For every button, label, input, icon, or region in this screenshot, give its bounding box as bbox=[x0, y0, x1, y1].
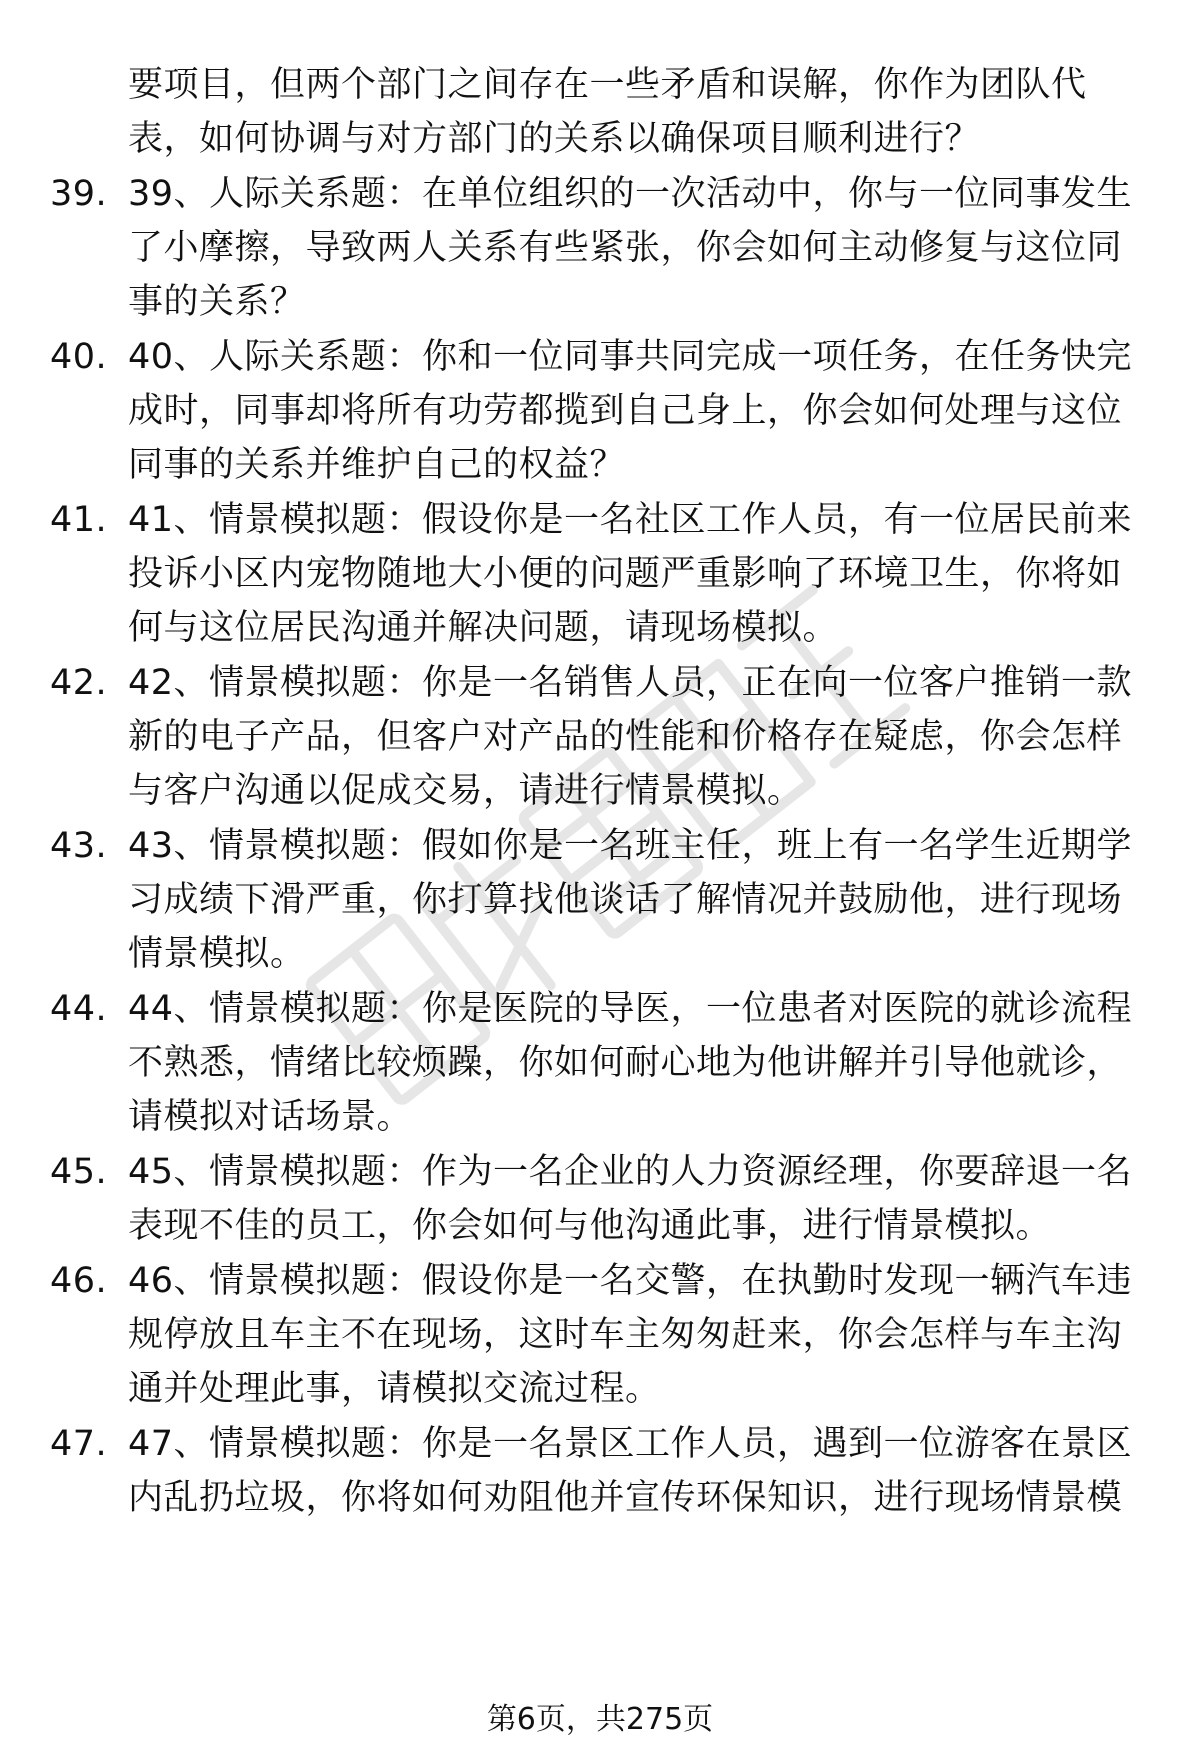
item-number: 47. bbox=[50, 1424, 108, 1464]
item-number: 41. bbox=[50, 500, 108, 540]
item-text: 44、情景模拟题：你是医院的导医，一位患者对医院的就诊流程不熟悉，情绪比较烦躁，你如何耐心地为他讲解并引导他就诊，请模拟对话场景。 bbox=[128, 989, 1133, 1137]
item-text: 41、情景模拟题：假设你是一名社区工作人员，有一位居民前来投诉小区内宠物随地大小便的问题严重影响了环境卫生，你将如何与这位居民沟通并解决问题，请现场模拟。 bbox=[128, 500, 1133, 648]
item-number: 46. bbox=[50, 1261, 108, 1301]
item-number: 40. bbox=[50, 337, 108, 377]
item-number: 39. bbox=[50, 174, 108, 214]
list-item bbox=[50, 1254, 1160, 1416]
item-text: 40、人际关系题：你和一位同事共同完成一项任务，在任务快完成时，同事却将所有功劳都揽到自己身上，你会如何处理与这位同事的关系并维护自己的权益？ bbox=[128, 337, 1133, 485]
page-footer: 第6页，共275页 bbox=[486, 1702, 714, 1737]
item-text: 47、情景模拟题：你是一名景区工作人员，遇到一位游客在景区内乱扔垃圾，你将如何劝阻他并宣传环保知识，进行现场情景模 bbox=[128, 1424, 1133, 1518]
list-item bbox=[50, 982, 1160, 1144]
item-text: 42、情景模拟题：你是一名销售人员，正在向一位客户推销一款新的电子产品，但客户对产品的性能和价格存在疑虑，你会怎样与客户沟通以促成交易，请进行情景模拟。 bbox=[128, 663, 1133, 811]
item-text: 39、人际关系题：在单位组织的一次活动中，你与一位同事发生了小摩擦，导致两人关系有些紧张，你会如何主动修复与这位同事的关系？ bbox=[128, 174, 1133, 322]
list-item bbox=[50, 819, 1160, 981]
item-number: 42. bbox=[50, 663, 108, 703]
item-number: 43. bbox=[50, 826, 108, 866]
item-text: 45、情景模拟题：作为一名企业的人力资源经理，你要辞退一名表现不佳的员工，你会如何与他沟通此事，进行情景模拟。 bbox=[128, 1152, 1133, 1246]
item-number: 45. bbox=[50, 1152, 108, 1192]
item-number: 44. bbox=[50, 989, 108, 1029]
list-item bbox=[50, 1417, 1160, 1525]
list-item bbox=[50, 330, 1160, 492]
continuation-paragraph: 要项目，但两个部门之间存在一些矛盾和误解，你作为团队代表，如何协调与对方部门的关系以确保项目顺利进行？ bbox=[128, 65, 1087, 159]
item-text: 46、情景模拟题：假设你是一名交警，在执勤时发现一辆汽车违规停放且车主不在现场，这时车主匆匆赶来，你会怎样与车主沟通并处理此事，请模拟交流过程。 bbox=[128, 1261, 1133, 1409]
item-text: 43、情景模拟题：假如你是一名班主任，班上有一名学生近期学习成绩下滑严重，你打算找他谈话了解情况并鼓励他，进行现场情景模拟。 bbox=[128, 826, 1133, 974]
list-item bbox=[50, 1145, 1160, 1253]
list-item bbox=[50, 493, 1160, 655]
list-item bbox=[50, 656, 1160, 818]
list-item bbox=[50, 167, 1160, 329]
